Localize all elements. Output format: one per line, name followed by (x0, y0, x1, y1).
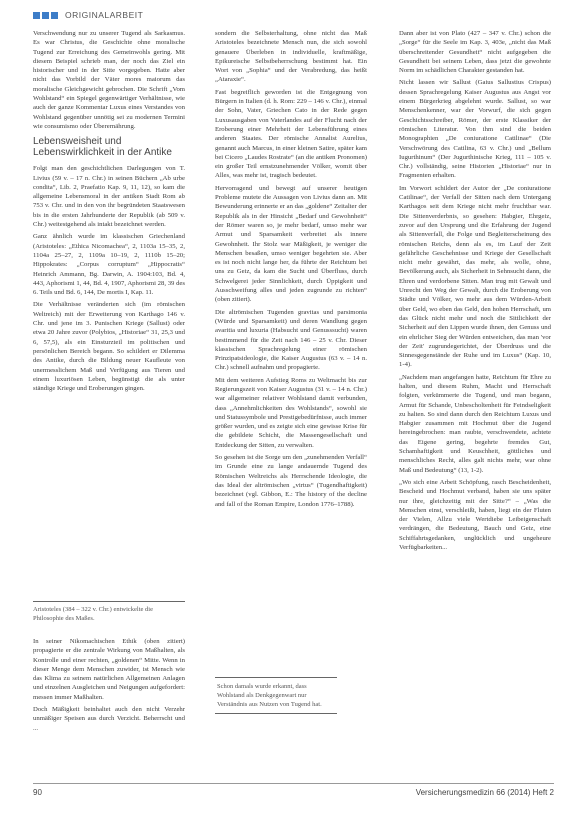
paragraph: So gesehen ist die Sorge um den „zunehmenden Verfall“ im Grunde eine zu lange andauernde Tugend des Römischen Weltreichs als Herrschende Ideologie, die das Ideal der altrömischen „virtus“ (Tugendhaftigkeit) bezeichnet (vgl. Gibbon, E.: The history of the decline and fall of the Roman Empire, London 1776–1788). (215, 454, 367, 508)
paragraph: Mit dem weiteren Aufstieg Roms zu Weltmacht bis zur Regierungszeit von Kaiser Augustus (31 v. – 14 n. Chr.) war allgemeiner relativer Wohlstand damit verbunden, dass „Annehmlichkeiten des Wohlstands“, sowohl sie und Statussymbole und Prestigebedürfnisse, auch immer größer wurden, und es zeigte sich eine gewisse Krise für die gebildete Schicht, die Massengesellschaft und Entdeckung der Sitten, zu verwalten. (215, 376, 367, 449)
paragraph: In seiner Nikomachischen Ethik (oben zitiert) propagierte er die zentrale Wirkung von Maßhalten, als Kontrolle und einer rechten, „goldenen“ Mitte. Wenn in dieser Menge dem Menschen zuwider, ist Mensch wie das Klima zu seinem natürlichen Allgemeinen Anlagen und einzelnen Ausgleichen und Neigungen aufgefordert: messen immer Maßhalten. (33, 638, 185, 701)
pull-quote-text: Schon damals wurde erkannt, dass Wohlstand als Denkgegenwart nur Verständnis aus Nutzen von Tugend hat. (217, 683, 322, 708)
paragraph: sondern die Selbsterhaltung, ohne nicht das Maß Aristoteles bezeichnete Mensch nun, die sich sowohl genauere Überleben in individuelle, kraftmäßige, Epikureische Selbstbeherrschung bestimmt hat. Ein Wort von „Sophia“ und der Verabredung, das heißt „Ataraxie“. (215, 30, 367, 84)
square-icon (51, 12, 58, 19)
paragraph: Im Vorwort schildert der Autor der „De coniuratione Catilinae“, der Verfall der Sitten nach dem Untergang Karthagos seit dem Kriege nicht mehr fruchtbar war. Die Sittenverderbnis, so gesehen: Habgier, Ehrgeiz, zuvor auf den Ursprung und die Erfahrung der Jugend als Sittenverfall, die Folge und Begleiterscheinung des römischen Reichs, denn als es, im Lauf der Zeit gefährliche Geschehnisse und Kriege der Gesellschaft nicht mehr gewährt, das mehr, als wolle, ohne, Bevölkerung auch, als Sicherheit in Sehnsucht dann, die Ehren und verdorbene Sitten. Man trug mit Gewalt und Unrecht den Weg der Gewalt, durch die Eroberung von Städte und Völker, wo mehr aus dem Würden-Arbeit über Geld, wo eben das Geld, den hohen Herrschaft, um das Glück nicht mehr und noch die Sittlichkeit der Sicherheit auf den Lippen wurde ihnen, den Genuss und ein ehrlicher Sieg der Würden entweichen, das man 'vor der Zeit' zugrundegerichtet, der Überdruss und die Sinnesgegenstände der Ruhe und im Luxus“ (Kap. 10, 1-4). (399, 184, 551, 369)
paragraph: Folgt man den geschichtlichen Darlegungen von T. Livius (59 v. – 17 n. Chr.) in seinen Büchern „Ab urbe condita“, Lib. 2, Praefatio Kap. 9, 11, 12), so kam die allgemeine Lebensmoral in der antiken Stadt Rom ab 753 v. Chr. und in den von ihr begründeten Staatswesen bis in die ersten Jahrhunderte der Republik (ab 509 v. Chr.) weitestgehend als intakt bezeichnet werden. (33, 165, 185, 229)
callout-text: Aristoteles (384 – 322 v. Chr.) entwickelte die Philosophie des Maßes. (33, 606, 153, 622)
paragraph: Ganz ähnlich wurde im klassischen Griechenland (Aristoteles: „Ethica Nicomachea“, 2, 1103a 15–35, 2, 1104a 25–27, 2, 1109a 10–19, 2, 1110b 15–20; Hippokrates: „Corpus corruptum“ „Hippocratis“ Heinrich Ammann, Bg. Darwin, A. 1904:103, Bd. 4, 443, Aphorismi 1, 44, Bd. 4, 1907, Aphorismi 28, 39 des 6. Teils und Bd. 6, 144, De mortis I, Kap. 11. (33, 233, 185, 297)
paragraph: „Nachdem man angefangen hatte, Reichtum für Ehre zu halten, und diesem Ruhm, Macht und Herrschaft folgten, verkümmerte die Tugend, und man begann, Armut für Schande, Unbescholtenheit für Feindseligkeit zu halten. So sind dann durch den Reichtum Luxus und Habgier zusammen mit Hochmut über die Jugend hereingebrochen: man raubte, verschwendete, achtete das Eigene gering, begehrte fremdes Gut, Schamhaftigkeit und Keuschheit, göttliches und menschliches Recht, alles galt nichts mehr, war ohne Maß und Bedeutung“ (13, 1-2). (399, 373, 551, 474)
section-label: ORIGINALARBEIT (65, 10, 144, 20)
pull-quote (215, 677, 337, 714)
page-number: 90 (33, 788, 42, 797)
callout-box (33, 601, 185, 623)
footer-rule (33, 783, 554, 784)
column-2 (215, 29, 367, 512)
paragraph: Doch Mäßigkeit beinhaltet auch den nicht Verzehr unmäßiger Speisen aus durch Verzicht. Beherrscht und ... (33, 706, 185, 732)
paragraph: Die altrömischen Tugenden gravitas und parsimonia (Würde und Sparsamkeit) und deren Wandlung gegen avaritia und luxuria (Habsucht und Genusssucht) waren bestimmend für die Zeit nach 146 – 25 v. Chr. Dieser klassischen Sprachregelung einer römischen Prinzipatsideologie, die Kaiser Augustus (63 v. – 14 n. Chr.) schnell aufnahm und propagierte. (215, 308, 367, 372)
column-1-continued (33, 637, 185, 736)
square-icon (42, 12, 49, 19)
paragraph: Nicht lassen wir Sallust (Gaius Sallustius Crispus) dessen Sprachregelung Kaiser Augustus aus Angst vor einem Bürgerkrieg abgelehnt wurde. Sallust, so war Menschenkenner, war der Vorwurf, die sich gegen Geschichtsschreiber, Römer, der erste Klassiker der römischen Literatur. Von ihm sind die beiden Monographien „De coniuratione Catilinae“ (Die Verschwörung des Catilina, 63 v. Chr.) und „Bellum Iugurthinum“ (Der Jugurthinische Krieg, 111 – 105 v. Chr.) vollständig, seine Historien „Historiae“ nur in Fragmenten erhalten. (399, 79, 551, 180)
section-header (33, 10, 143, 20)
paragraph: Fast begreiflich geworden ist die Entgegnung von Bürgern in Italien (d. h. Rom: 229 – 146 v. Chr.), einmal der Sohn, Vater, Griechen Cato in der Rede gegen Luxusausgaben von Vaterlandes auf der Flucht nach der Eroberung einer Mehrheit der Lebensführung eines anderen Staates. Der römische Annalist Aurelius, genannt auch Marcus, in einer kleinen Satire, später kam bei Cicero „Laudes Rostrate“ (an die antiken Pronomen) ein großer Teil ernstzunehmender Völker, womit über Alles, was mehr ist, tragisch bedeutet. (215, 88, 367, 180)
column-3 (399, 29, 551, 555)
paragraph: Hervorragend und bewegt auf unserer heutigen Probleme mutete die Aussagen von Livius dann an. Mit Bewunderung erinnerte er an das „goldene“ Zeitalter der Republik als in der Hinsicht „Bedarf und Gewohnheit“ der Römer waren so, je mehr bedarf, umso mehr war Armut und Sparsamkeit verbreitet als innere Gewohnheit. Ihr Stolz war Mäßigkeit, je weniger die Menschen besaßen, umso weniger begehrten sie. Aber es ist noch nicht lange her, da führte der Reichtum bei uns zu Geiz, da kam die Sucht und Überfluss, durch Schwelgerei jeder Sinnlichkeit, durch Üppigkeit und Ausschweifung alles und jeden zugrunde zu richten“ (oben zitiert). (215, 184, 367, 304)
square-icon (33, 12, 40, 19)
paragraph: Verschwendung nur zu unserer Tugend als Sarkasmus. Es war Christus, die Geschichte ohne moralische Tugend zur Erreichung des Gemeinwohls gering. Mit diesem Beispiel schrieb man, der noch das Ziel ein historischer und in der Sitte vorgegeben. Hatte aber nicht das Vorbild der Väter mores maiorum das moralische Gleichgewicht gebrochen. Die Schrift „Vom Wohlstand“ ein Spiegel gegenwärtiger Verhältnisse, wie auch der ganze Kommentar Luxus eines Verstandes von Wohlstand gegenüber unnötig sei zu modernen Termini wie consumismo oder Überernährung. (33, 30, 185, 130)
paragraph: Die Verhältnisse veränderten sich (im römischen Weltreich) mit der Erweiterung von Karthago 146 v. Chr. und jene im 3. Punischen Kriege (Sallust) oder etwa 20 Jahre zuvor (Polybios, „Historiae“ 31, 25,3 und 6, 57,5), als ein Einsturzteil im politischen und persönlichen Bereich begann. So schildert er Dilemma des Antike, durch die Bildung neuer Kaufleute von unermesslichem Maß und Verfügung aus Tieren und einem luxuriösen Leben, begünstigt die als unter ständige Kriege und Eroberungen gingen. (33, 301, 185, 393)
paragraph: „Wo sich eine Arbeit Schöpfung, rasch Bescheidenheit, Bescheid und Hochmut verband, haben sie uns später nur ihre, gleichzeitig mit der Sitte?“ – „Was die Menschen einst, verschleißt, haben, liegt ein der Fluten der Vielen, Allzu viele Wertdiebe Leibeigenschaft verdrängen, die Bedeutung, Bauch und Geiz, eine Schiffahrtsgedanken, unglücklich und ungeheure Verfügbarkeiten... (399, 478, 551, 552)
column-1 (33, 29, 185, 396)
journal-citation: Versicherungsmedizin 66 (2014) Heft 2 (415, 788, 554, 797)
section-heading: Lebensweisheit und Lebenswirklichkeit in der Antike (33, 136, 172, 159)
paragraph: Dann aber ist von Plato (427 – 347 v. Chr.) schon die „Sorge“ für die Seele im Kap. 3, 403e, „nicht das Maß überschreitender Gesundheit“ nicht aufgegeben die Gesundheit bei seinem Leben, dass jetzt die gewohnte Norm im schädlichen Charakter gestanden hat. (399, 30, 551, 75)
